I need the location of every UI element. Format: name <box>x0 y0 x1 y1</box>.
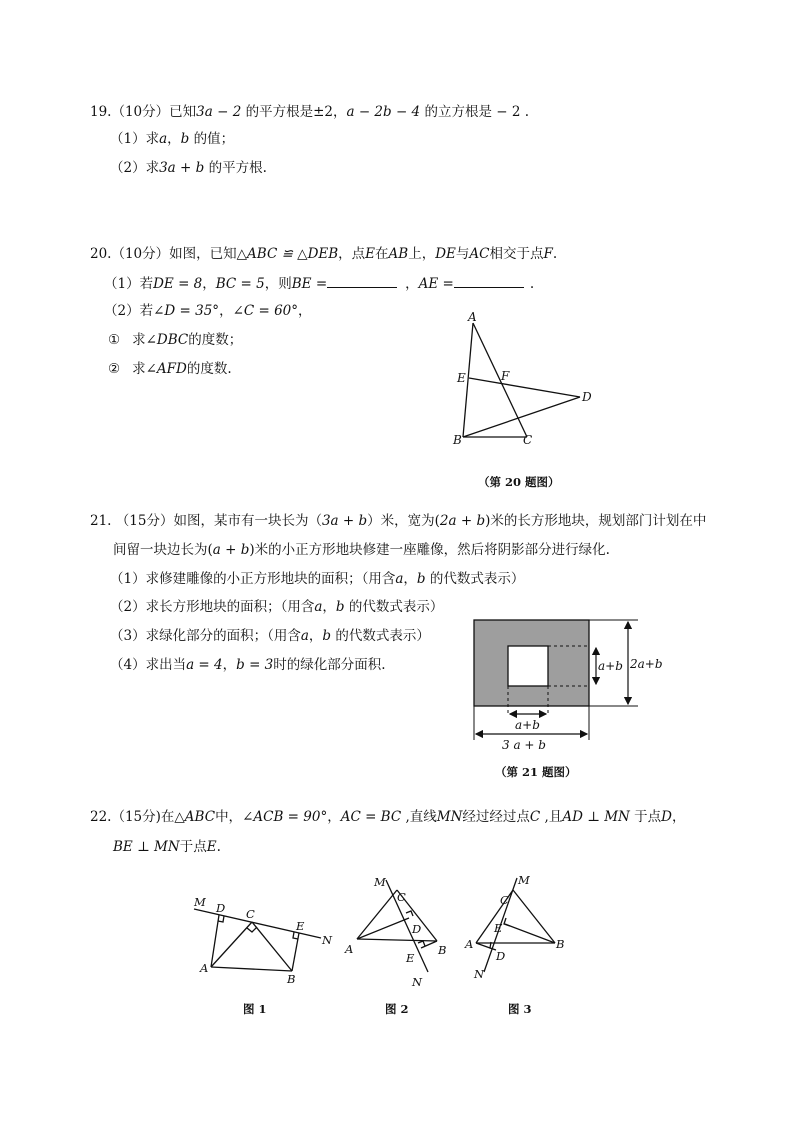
segment-ac: AC <box>469 246 490 262</box>
ac-equals-bc: AC = BC <box>340 809 402 825</box>
var-a: a <box>395 571 404 587</box>
label-m: M <box>518 873 530 887</box>
segment-ed-line <box>469 378 580 397</box>
q20-figure <box>440 305 610 455</box>
q21-width: 2a + b <box>439 513 486 529</box>
q20-text: 相交于点 <box>489 246 544 262</box>
q21-part2 <box>110 598 443 616</box>
ad-perp-mn: AD ⊥ MN <box>562 809 630 825</box>
label-side-inner: a+b <box>598 659 623 673</box>
circle-two-icon: ② <box>108 361 121 377</box>
var-a: a <box>314 599 323 615</box>
q20-text: . <box>552 246 558 262</box>
angle-acb: ∠ACB = 90° <box>242 809 328 825</box>
q20-de-value: DE = 8 <box>153 276 203 292</box>
label-a: A <box>200 961 209 975</box>
q20-text: 求 <box>132 332 146 348</box>
q21-text: 间留一块边长为( <box>113 542 213 558</box>
var-b: b <box>180 131 190 147</box>
q19-part2-text: （2）求 <box>110 160 160 176</box>
q20-angle-c: ∠C = 60° <box>232 303 299 319</box>
q20-angle-d: ∠D = 35° <box>153 303 220 319</box>
q21-text: 的代数式表示） <box>331 628 430 644</box>
q20-part2 <box>104 302 312 320</box>
q22-caption-1: 图 1 <box>243 1002 267 1016</box>
q21-line1 <box>90 512 706 530</box>
q21-figure <box>468 612 678 754</box>
q20-congruence: △ABC ≌ △DEB <box>236 246 339 262</box>
q20-text: 求 <box>132 361 146 377</box>
q22-text: 中， <box>215 809 243 825</box>
q21-side: a + b <box>212 542 250 558</box>
line-mn: MN <box>436 809 463 825</box>
q19-stem <box>90 103 529 121</box>
var-a: a <box>300 628 309 644</box>
label-b: B <box>453 433 462 447</box>
q21-b-value: b = 3 <box>236 657 274 673</box>
q22-caption-3: 图 3 <box>508 1002 532 1016</box>
label-c: C <box>246 907 255 921</box>
q22-number: 22.（15分)在 <box>90 809 175 825</box>
q19-expr1: 3a − 2 <box>196 104 242 120</box>
q21-text: （3）求绿化部分的面积；（用含 <box>110 628 301 644</box>
label-d: D <box>216 901 226 915</box>
label-b: B <box>556 937 565 951</box>
q21-a-value: a = 4 <box>186 657 223 673</box>
point-f: F <box>543 246 553 262</box>
be-answer-blank[interactable] <box>327 273 397 288</box>
q20-text: （1）若 <box>104 276 154 292</box>
q20-text: ，点 <box>338 246 366 262</box>
q20-bc-value: BC = 5 <box>215 276 265 292</box>
triangle-abc: △ABC <box>174 809 216 825</box>
label-m: M <box>374 875 386 889</box>
segment-ab: AB <box>388 246 409 262</box>
q21-part3 <box>110 627 430 645</box>
q20-stem <box>90 245 557 263</box>
point-d: D <box>661 809 672 825</box>
label-e: E <box>494 921 503 935</box>
label-d: D <box>582 390 592 404</box>
q21-number: 21. （15分）如图，某市有一块长为（ <box>90 513 322 529</box>
label-bottom-inner: a+b <box>515 718 540 732</box>
q21-part4 <box>110 656 386 674</box>
q21-text: 时的绿化部分面积. <box>273 657 386 673</box>
square-plot <box>508 646 548 686</box>
q20-text: ， <box>202 276 216 292</box>
q22-figure-3 <box>460 868 580 993</box>
q20-ae-label: AE = <box>418 276 454 292</box>
q21-text: )米的长方形地块，规划部门计划在中 <box>485 513 707 529</box>
label-n: N <box>322 933 333 947</box>
q20-text: . <box>529 276 535 292</box>
angle-afd: ∠AFD <box>145 361 187 377</box>
q19-text: 的平方根是±2， <box>241 104 347 120</box>
label-b: B <box>438 943 447 957</box>
q19-part2 <box>110 159 267 177</box>
q19-part1-text: 的值； <box>189 131 235 147</box>
q22-text: 于点 <box>629 809 662 825</box>
label-d: D <box>496 949 506 963</box>
label-c: C <box>500 893 509 907</box>
q22-text: . <box>216 839 221 855</box>
separator: ， <box>403 571 417 587</box>
q21-text: （2）求长方形地块的面积；（用含 <box>110 599 315 615</box>
q19-expr2: a − 2b − 4 <box>346 104 421 120</box>
q20-text: ， <box>219 303 233 319</box>
q20-number: 20.（10分）如图，已知 <box>90 246 237 262</box>
angle-dbc: ∠DBC <box>145 332 189 348</box>
q19-number: 19.（10分）已知 <box>90 104 197 120</box>
q20-text: 与 <box>455 246 470 262</box>
label-e: E <box>296 919 305 933</box>
label-n: N <box>412 975 423 989</box>
q22-text: 经过经过点 <box>462 809 530 825</box>
q21-text: )米的小正方形地块修建一座雕像，然后将阴影部分进行绿化. <box>249 542 610 558</box>
q22-figure-1 <box>188 893 338 988</box>
q20-be-label: BE = <box>291 276 328 292</box>
q21-text: 的代数式表示） <box>425 571 525 587</box>
q19-text: 的立方根是 − 2 . <box>420 104 530 120</box>
separator: ， <box>167 131 181 147</box>
label-c: C <box>523 433 533 447</box>
q19-part1-text: （1）求 <box>110 131 160 147</box>
q21-text: 的代数式表示） <box>344 599 444 615</box>
q20-text: ，则 <box>264 276 292 292</box>
q22-line2 <box>113 838 221 856</box>
q21-text: （4）求出当 <box>110 657 187 673</box>
var-b: b <box>322 628 332 644</box>
label-n: N <box>474 967 485 981</box>
label-a: A <box>345 942 354 956</box>
ae-answer-blank[interactable] <box>454 273 524 288</box>
label-a: A <box>465 937 474 951</box>
be-perp-mn: BE ⊥ MN <box>113 839 180 855</box>
q20-text: ， <box>405 276 419 292</box>
q21-length: 3a + b <box>321 513 368 529</box>
q20-item2 <box>108 360 232 378</box>
q22-text: ， <box>327 809 341 825</box>
q20-text: 上， <box>408 246 436 262</box>
separator: ， <box>322 599 336 615</box>
separator: ， <box>308 628 323 644</box>
point-e: E <box>206 839 217 855</box>
q20-text: （2）若 <box>104 303 154 319</box>
q20-text: 的度数. <box>186 361 232 377</box>
var-b: b <box>416 571 426 587</box>
q20-text: ， <box>298 303 312 319</box>
q21-text: ）米，宽为( <box>367 513 440 529</box>
circle-one-icon: ① <box>108 332 121 348</box>
q22-line1 <box>90 808 685 826</box>
q21-caption: （第 21 题图） <box>495 765 577 779</box>
label-f: F <box>501 369 510 383</box>
q20-text: 的度数； <box>188 332 243 348</box>
q22-figure-2 <box>340 868 455 993</box>
q20-text: 在 <box>375 246 389 262</box>
label-e: E <box>406 951 415 965</box>
point-c: C <box>529 809 541 825</box>
q19-part1 <box>110 130 234 148</box>
q22-text: ,直线 <box>401 809 437 825</box>
label-d: D <box>412 922 422 936</box>
q22-text: 于点 <box>179 839 207 855</box>
label-e: E <box>457 371 466 385</box>
q20-part1 <box>104 273 534 293</box>
q22-text: ,且 <box>540 809 563 825</box>
label-bottom-total: 3 a + b <box>502 738 546 752</box>
q22-text: ， <box>671 809 686 825</box>
q21-text: （1）求修建雕像的小正方形地块的面积；（用含 <box>110 571 396 587</box>
q19-expr3: 3a + b <box>159 160 205 176</box>
label-a: A <box>468 310 477 324</box>
var-b: b <box>335 599 345 615</box>
segment-bd-line <box>463 397 580 437</box>
label-c: C <box>397 890 406 904</box>
q22-caption-2: 图 2 <box>385 1002 409 1016</box>
q20-caption: （第 20 题图） <box>478 475 560 489</box>
var-a: a <box>159 131 168 147</box>
q20-item1 <box>108 331 242 349</box>
q19-part2-text: 的平方根. <box>204 160 267 176</box>
point-e: E <box>365 246 376 262</box>
q21-line2 <box>113 541 610 559</box>
segment-de: DE <box>435 246 456 262</box>
label-m: M <box>194 895 206 909</box>
label-b: B <box>287 972 296 986</box>
label-side-right: 2a+b <box>630 657 663 671</box>
q21-text: ， <box>222 657 237 673</box>
q21-part1 <box>110 570 524 588</box>
